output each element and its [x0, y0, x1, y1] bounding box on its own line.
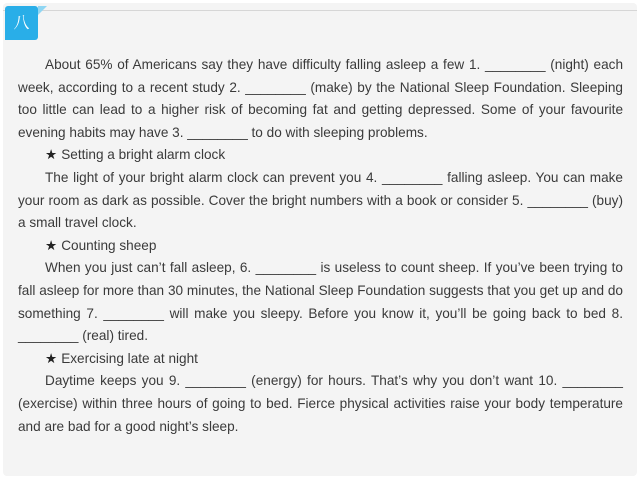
- tag-corner-decoration: [38, 6, 47, 15]
- heading-exercising-text: Exercising late at night: [61, 350, 198, 366]
- heading-counting-sheep-text: Counting sheep: [61, 237, 157, 253]
- star-icon: ★: [45, 237, 58, 254]
- star-icon: ★: [45, 147, 58, 164]
- paragraph-intro: About 65% of Americans say they have difficulty falling asleep a few 1. ________ (night) each week, according to a recent study 2. ________ (make) by the National Sleep Foundation. Sleeping too little can lead to a higher risk of becoming fat and getting depressed. Some of your favourite evening habits may have 3. ________ to do with sleeping problems.: [18, 57, 623, 140]
- star-icon: ★: [45, 350, 58, 367]
- heading-alarm-clock: [18, 144, 623, 167]
- heading-exercising: [18, 348, 623, 371]
- heading-alarm-clock-text: Setting a bright alarm clock: [61, 147, 226, 163]
- paragraph-exercising: Daytime keeps you 9. ________ (energy) for hours. That’s why you don’t want 10. ________ (exercise) within three hours of going to bed. Fierce physical activities raise your body temperature and are bad for a good night’s sleep.: [18, 373, 623, 434]
- paragraph-counting-sheep: When you just can’t fall asleep, 6. ________ is useless to count sheep. If you’ve been trying to fall asleep for more than 30 minutes, the National Sleep Foundation suggests that you get up and do something 7. ________ will make you sleepy. Before you know it, you’ll be going back to bed 8. ________ (real) tired.: [18, 260, 623, 344]
- divider: [3, 10, 637, 11]
- section-number-tag: 八: [5, 6, 38, 40]
- heading-counting-sheep: [18, 235, 623, 258]
- paragraph-alarm-clock: The light of your bright alarm clock can prevent you 4. ________ falling asleep. You can make your room as dark as possible. Cover the bright numbers with a book or consider 5. ________ (buy) a small travel clock.: [18, 169, 623, 231]
- passage: [18, 54, 623, 438]
